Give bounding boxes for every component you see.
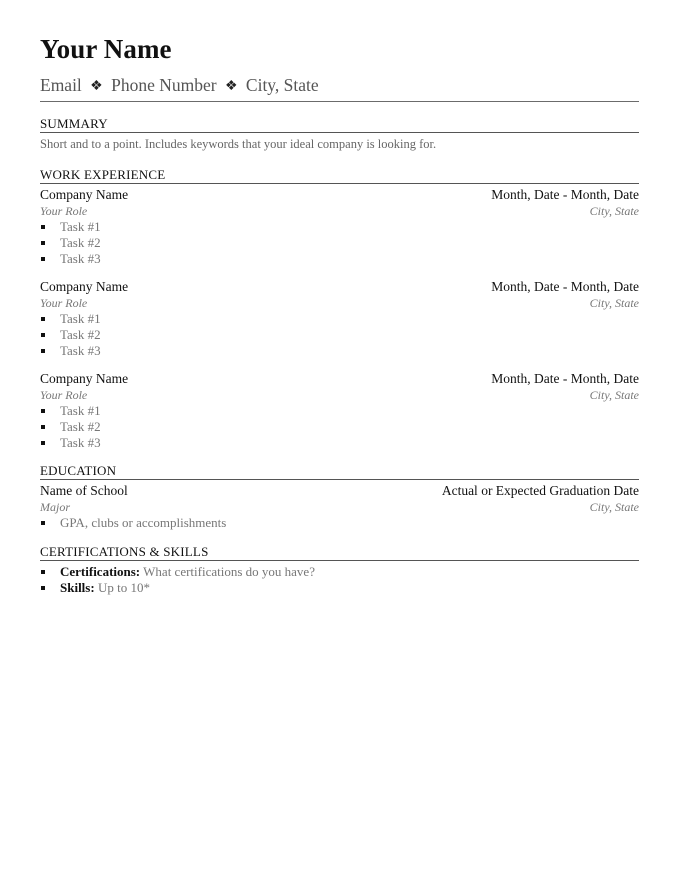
section-heading-work-experience — [40, 167, 639, 183]
company-name: Company Name — [40, 187, 129, 202]
job-location: City, State — [589, 388, 639, 402]
item-label: Certifications: — [60, 564, 141, 579]
detail-text: GPA, clubs or accomplishments — [60, 515, 227, 530]
task-item — [40, 235, 639, 251]
company-name: Company Name — [40, 279, 129, 294]
square-bullet-icon — [41, 333, 45, 337]
employment-dates: Month, Date - Month, Date — [491, 279, 639, 294]
job-location: City, State — [589, 296, 639, 310]
square-bullet-icon — [41, 570, 45, 574]
task-text: Task #2 — [60, 327, 101, 342]
work-entry — [40, 279, 639, 359]
education-entry — [40, 483, 639, 531]
task-item — [40, 251, 639, 267]
work-entry — [40, 371, 639, 451]
skills-item — [40, 580, 639, 596]
square-bullet-icon — [41, 409, 45, 413]
square-bullet-icon — [41, 441, 45, 445]
resume-name: Your Name — [40, 34, 172, 64]
graduation-date: Actual or Expected Graduation Date — [441, 483, 639, 498]
square-bullet-icon — [41, 425, 45, 429]
task-text: Task #2 — [60, 419, 101, 434]
section-divider — [40, 132, 639, 133]
square-bullet-icon — [41, 349, 45, 353]
task-text: Task #2 — [60, 235, 101, 250]
task-text: Task #3 — [60, 435, 101, 450]
section-divider — [40, 479, 639, 480]
employment-dates: Month, Date - Month, Date — [491, 187, 639, 202]
diamond-separator-icon: ❖ — [224, 79, 238, 94]
task-text: Task #3 — [60, 343, 101, 358]
task-list — [40, 311, 639, 359]
certifications-item — [40, 564, 639, 580]
employment-dates: Month, Date - Month, Date — [491, 371, 639, 386]
header-divider — [40, 101, 639, 102]
section-heading-summary — [40, 116, 639, 132]
school-location: City, State — [589, 500, 639, 514]
task-list — [40, 403, 639, 451]
task-item — [40, 403, 639, 419]
job-role: Your Role — [40, 388, 88, 402]
task-list — [40, 219, 639, 267]
task-item — [40, 311, 639, 327]
contact-location: City, State — [245, 75, 319, 95]
square-bullet-icon — [41, 241, 45, 245]
square-bullet-icon — [41, 257, 45, 261]
job-role: Your Role — [40, 204, 88, 218]
section-title: EDUCATION — [40, 463, 117, 478]
section-title: SUMMARY — [40, 116, 108, 131]
education-detail-item — [40, 515, 639, 531]
item-value: Up to 10* — [94, 580, 150, 595]
job-role: Your Role — [40, 296, 88, 310]
task-item — [40, 435, 639, 451]
work-entry — [40, 187, 639, 267]
square-bullet-icon — [41, 225, 45, 229]
major: Major — [40, 500, 70, 514]
task-item — [40, 419, 639, 435]
task-text: Task #1 — [60, 219, 101, 234]
contact-phone: Phone Number — [111, 75, 217, 95]
task-item — [40, 343, 639, 359]
task-text: Task #3 — [60, 251, 101, 266]
task-item — [40, 327, 639, 343]
certifications-skills-entry — [40, 564, 639, 596]
section-divider — [40, 560, 639, 561]
section-title: WORK EXPERIENCE — [40, 167, 166, 182]
task-item — [40, 219, 639, 235]
summary-text: Short and to a point. Includes keywords that your ideal company is looking for. — [40, 137, 437, 151]
contact-line — [40, 74, 319, 99]
item-label: Skills: — [60, 580, 95, 595]
item-value: What certifications do you have? — [140, 564, 315, 579]
company-name: Company Name — [40, 371, 129, 386]
certifications-skills-list — [40, 564, 639, 596]
contact-email: Email — [40, 75, 82, 95]
section-divider — [40, 183, 639, 184]
square-bullet-icon — [41, 521, 45, 525]
section-heading-education — [40, 463, 639, 479]
education-details — [40, 515, 639, 531]
task-text: Task #1 — [60, 311, 101, 326]
job-location: City, State — [589, 204, 639, 218]
square-bullet-icon — [41, 317, 45, 321]
section-title: CERTIFICATIONS & SKILLS — [40, 544, 209, 559]
school-name: Name of School — [40, 483, 128, 498]
square-bullet-icon — [41, 586, 45, 590]
diamond-separator-icon: ❖ — [90, 79, 103, 94]
task-text: Task #1 — [60, 403, 101, 418]
section-heading-certifications-skills — [40, 544, 639, 560]
